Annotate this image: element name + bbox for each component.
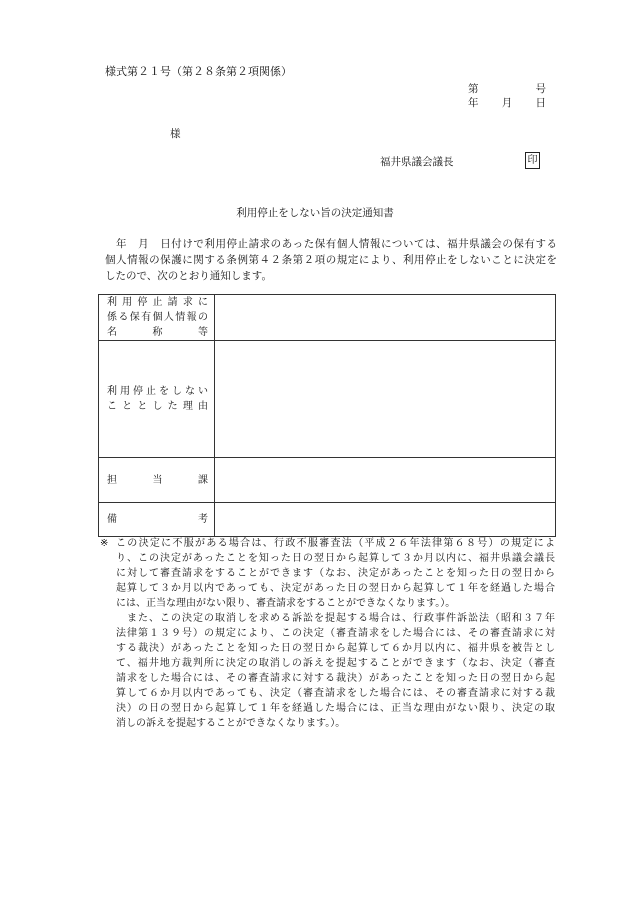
document-date (468, 98, 546, 109)
table-label-line: こととした理由 (107, 401, 208, 412)
appeal-notice-lines (116, 536, 555, 731)
note-line: 消しの訴えを提起することができなくなります。）。 (116, 718, 346, 729)
addressee-honorific: 様 (170, 128, 181, 140)
note-line: この決定に不服がある場合は、行政不服審査法（平成２６年法律第６８号）の規定によ (116, 538, 555, 549)
table-value-cell (215, 295, 556, 341)
body-line: 個人情報の保護に関する条例第４２条第２項の規定により、利用停止をしないことに決定を (105, 254, 557, 266)
date-year: 年 (468, 97, 479, 109)
table-label-line: 係る保有個人情報の (107, 312, 208, 323)
table-row (99, 503, 556, 537)
note-line: する裁決）があったことを知った日の翌日から起算して６か月以内に、福井県を被告とし (116, 643, 555, 654)
note-line: 起算して３か月以内であっても、決定があった日の翌日から起算して１年を経過した場合 (116, 583, 555, 594)
table-row (99, 458, 556, 503)
note-line: 算して６か月以内であっても、決定（審査請求をした場合には、その審査請求に対する裁 (116, 688, 555, 699)
table-row (99, 341, 556, 458)
decision-details-table (98, 294, 556, 537)
table-label-line: 担 当 課 (107, 474, 208, 486)
document-number-suffix: 号 (535, 83, 546, 95)
table-label-cell (99, 341, 215, 458)
body-line: したので、次のとおり通知します。 (105, 270, 272, 282)
note-line: 決）の日の翌日から起算して１年を経過した場合には、正当な理由がない限り、決定の取 (116, 703, 555, 714)
note-line: 法律第１３９号）の規定により、この決定（審査請求をした場合には、その審査請求に対 (116, 628, 555, 639)
date-day: 日 (535, 97, 546, 109)
table-label-cell (99, 503, 215, 537)
table-value-cell (215, 503, 556, 537)
table-value-cell (215, 458, 556, 503)
table-row (99, 295, 556, 341)
table-label-cell (99, 458, 215, 503)
table-label-cell (99, 295, 215, 341)
note-line: り、この決定があったことを知った日の翌日から起算して３か月以内に、福井県議会議長 (116, 553, 555, 564)
note-mark: ※ (100, 538, 109, 549)
sender-name: 福井県議会議長 (380, 156, 454, 168)
document-number-prefix: 第 (468, 83, 479, 95)
note-line: また、この決定の取消しを求める訴訟を提起する場合は、行政事件訴訟法（昭和３７年 (116, 613, 555, 624)
table-label-line: 利用停止請求に (107, 297, 208, 308)
table-value-cell (215, 341, 556, 458)
table-label-line: 利用停止をしない (107, 386, 208, 397)
note-line: に対して審査請求をすることができます（なお、決定があったことを知った日の翌日から (116, 568, 555, 579)
body-paragraph (105, 236, 557, 284)
document-title: 利用停止をしない旨の決定通知書 (236, 207, 394, 219)
table-label-line: 備 考 (107, 514, 208, 525)
note-line: て、福井地方裁判所に決定の取消しの訴えを提起することができます（なお、決定（審査 (116, 658, 555, 669)
document-number (468, 84, 546, 95)
date-month: 月 (501, 97, 513, 109)
form-number: 様式第２１号（第２８条第２項関係） (105, 65, 292, 78)
seal-stamp-box (525, 152, 540, 169)
note-line: には、正当な理由がない限り、審査請求をすることができなくなります。）。 (116, 598, 456, 609)
table-label-line: 名 称 等 (107, 327, 208, 338)
note-line: 請求をした場合には、その審査請求に対する裁決）があったことを知った日の翌日から起 (116, 673, 555, 684)
body-line: 年 月 日付けで利用停止請求のあった保有個人情報については、福井県議会の保有する (105, 238, 557, 250)
seal-label: 印 (527, 154, 538, 166)
